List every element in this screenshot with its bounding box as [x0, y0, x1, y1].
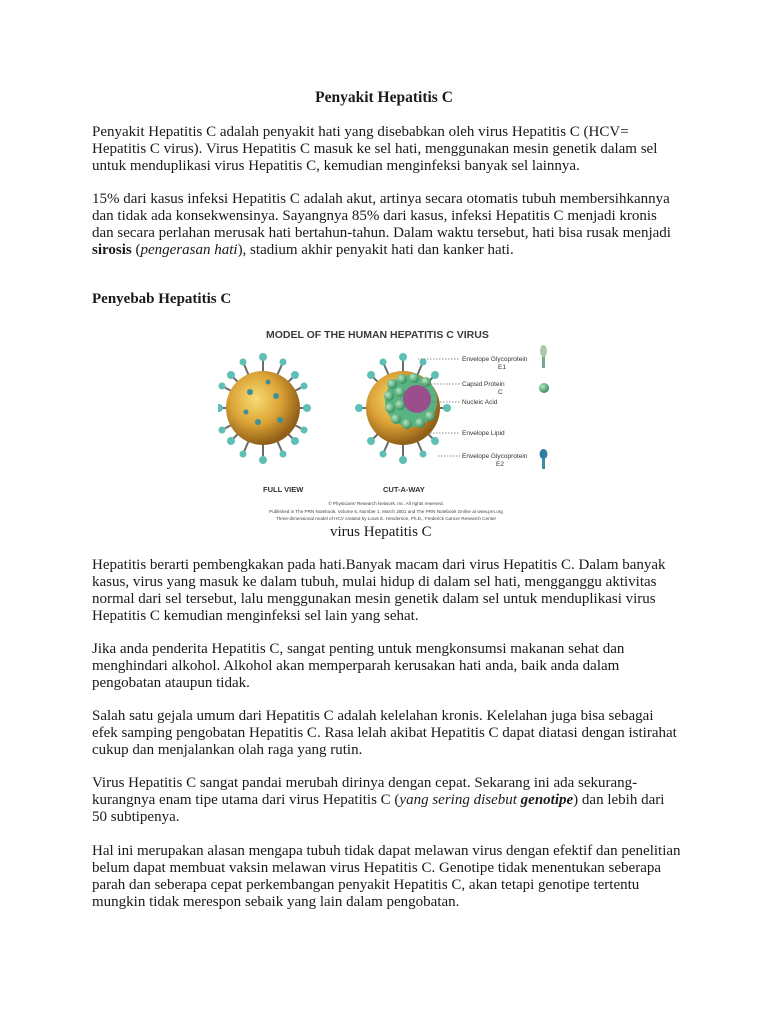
section-heading-penyebab: Penyebab Hepatitis C: [92, 291, 232, 307]
label-envelope-glycoprotein-e2: Envelope Glycoprotein: [462, 453, 528, 460]
label-capsid-protein: Capsid Protein: [462, 381, 505, 388]
hcv-model-figure: [218, 322, 554, 524]
paragraph-text: (: [131, 242, 141, 258]
full-view-label: FULL VIEW: [263, 485, 304, 494]
capsid-protein-icon: [539, 383, 549, 393]
credit-line-1: © Physicians' Research Network, Inc. All rights reserved.: [328, 501, 444, 506]
term-yang-sering-disebut: yang sering disebut: [399, 792, 521, 808]
component-labels: [462, 356, 528, 468]
paragraph-text: Virus Hepatitis C sangat pandai merubah dirinya dengan cepat. Sekarang ini ada sekurang-kurangnya enam tipe utama dari virus Hepatitis C (: [92, 775, 638, 808]
paragraph-genotype: [92, 775, 682, 826]
label-c: C: [498, 389, 503, 396]
credit-line-2: Published in The PRN Notebook, Volume 6, Number 1, March 2001 and The PRN Notebook Online at www.prn.org: [269, 509, 503, 514]
label-e2: E2: [496, 461, 504, 468]
label-nucleic-acid: Nucleic Acid: [462, 399, 498, 406]
label-envelope-glycoprotein-e1: Envelope Glycoprotein: [462, 356, 528, 363]
cut-a-way-virus: [355, 353, 451, 464]
page-title: Penyakit Hepatitis C: [315, 89, 453, 106]
paragraph-text: ) dan lebih dari 50 subtipenya.: [92, 792, 665, 825]
figure-caption: virus Hepatitis C: [330, 524, 432, 540]
label-e1: E1: [498, 364, 506, 371]
hcv-model-illustration: [218, 322, 554, 524]
figure-credits: [269, 500, 503, 521]
legend-icons: [539, 345, 549, 469]
paragraph-intro: Penyakit Hepatitis C adalah penyakit hati yang disebabkan oleh virus Hepatitis C (HCV= Hepatitis C virus). Virus Hepatitis C masuk ke sel hati, menggunakan mesin genetik dalam sel untuk menduplikasi virus Hepatitis C, kemudian menginfeksi banyak sel lainnya.: [92, 124, 658, 174]
cut-a-way-label: CUT-A-WAY: [383, 485, 425, 494]
term-genotipe: genotipe: [520, 792, 574, 808]
figure-title: MODEL OF THE HUMAN HEPATITIS C VIRUS: [266, 329, 489, 341]
paragraph-hepatitis-meaning: Hepatitis berarti pembengkakan pada hati.Banyak macam dari virus Hepatitis C. Dalam banyak kasus, virus yang masuk ke dalam tubuh, mulai hidup di dalam sel hati, mengganggu aktivitas normal dari sel tersebut, lalu menggunakan mesin genetik dalam sel untuk menduplikasi virus Hepatitis C kemudian menginfeksi sel lain yang sehat.: [92, 557, 666, 624]
paragraph-vaccine: Hal ini merupakan alasan mengapa tubuh tidak dapat melawan virus dengan efektif dan penelitian belum dapat membuat vaksin melawan virus Hepatitis C. Genotipe tidak menentukan seberapa parah dan seberapa cepat perkembangan penyakit Hepatitis C, akan tetapi genotipe tertentu mungkin tidak merespon sebaik yang lain dalam pengobatan.: [92, 843, 681, 910]
paragraph-diet: Jika anda penderita Hepatitis C, sangat penting untuk mengkonsumsi makanan sehat dan menghindari alkohol. Alkohol akan memperparah kerusakan hati anda, baik anda dalam pengobatan ataupun tidak.: [92, 641, 625, 691]
paragraph-text: ), stadium akhir penyakit hati dan kanker hati.: [237, 242, 514, 258]
full-view-virus: [218, 353, 311, 464]
paragraph-text: 15% dari kasus infeksi Hepatitis C adalah akut, artinya secara otomatis tubuh membersihkannya dan tidak ada konsekwensinya. Sayangnya 85% dari kasus, infeksi Hepatitis C menjadi kronis dan secara perlahan merusak hati bertahun-tahun. Dalam waktu tersebut, hati bisa rusak menjadi: [92, 191, 671, 241]
term-pengerasan-hati: pengerasan hati: [140, 242, 238, 258]
term-sirosis: sirosis: [92, 242, 132, 258]
paragraph-acute-chronic: [92, 191, 682, 259]
paragraph-fatigue: Salah satu gejala umum dari Hepatitis C adalah kelelahan kronis. Kelelahan juga bisa sebagai efek samping pengobatan Hepatitis C. Rasa lelah akibat Hepatitis C dapat diatasi dengan istirahat cukup dan menjalankan olah raga yang rutin.: [92, 708, 677, 758]
credit-line-3: Three-dimensional model of HCV created by Louis E. Henderson, Ph.D., Frederick Cancer Research Center: [275, 516, 497, 521]
label-envelope-lipid: Envelope Lipid: [462, 430, 505, 437]
